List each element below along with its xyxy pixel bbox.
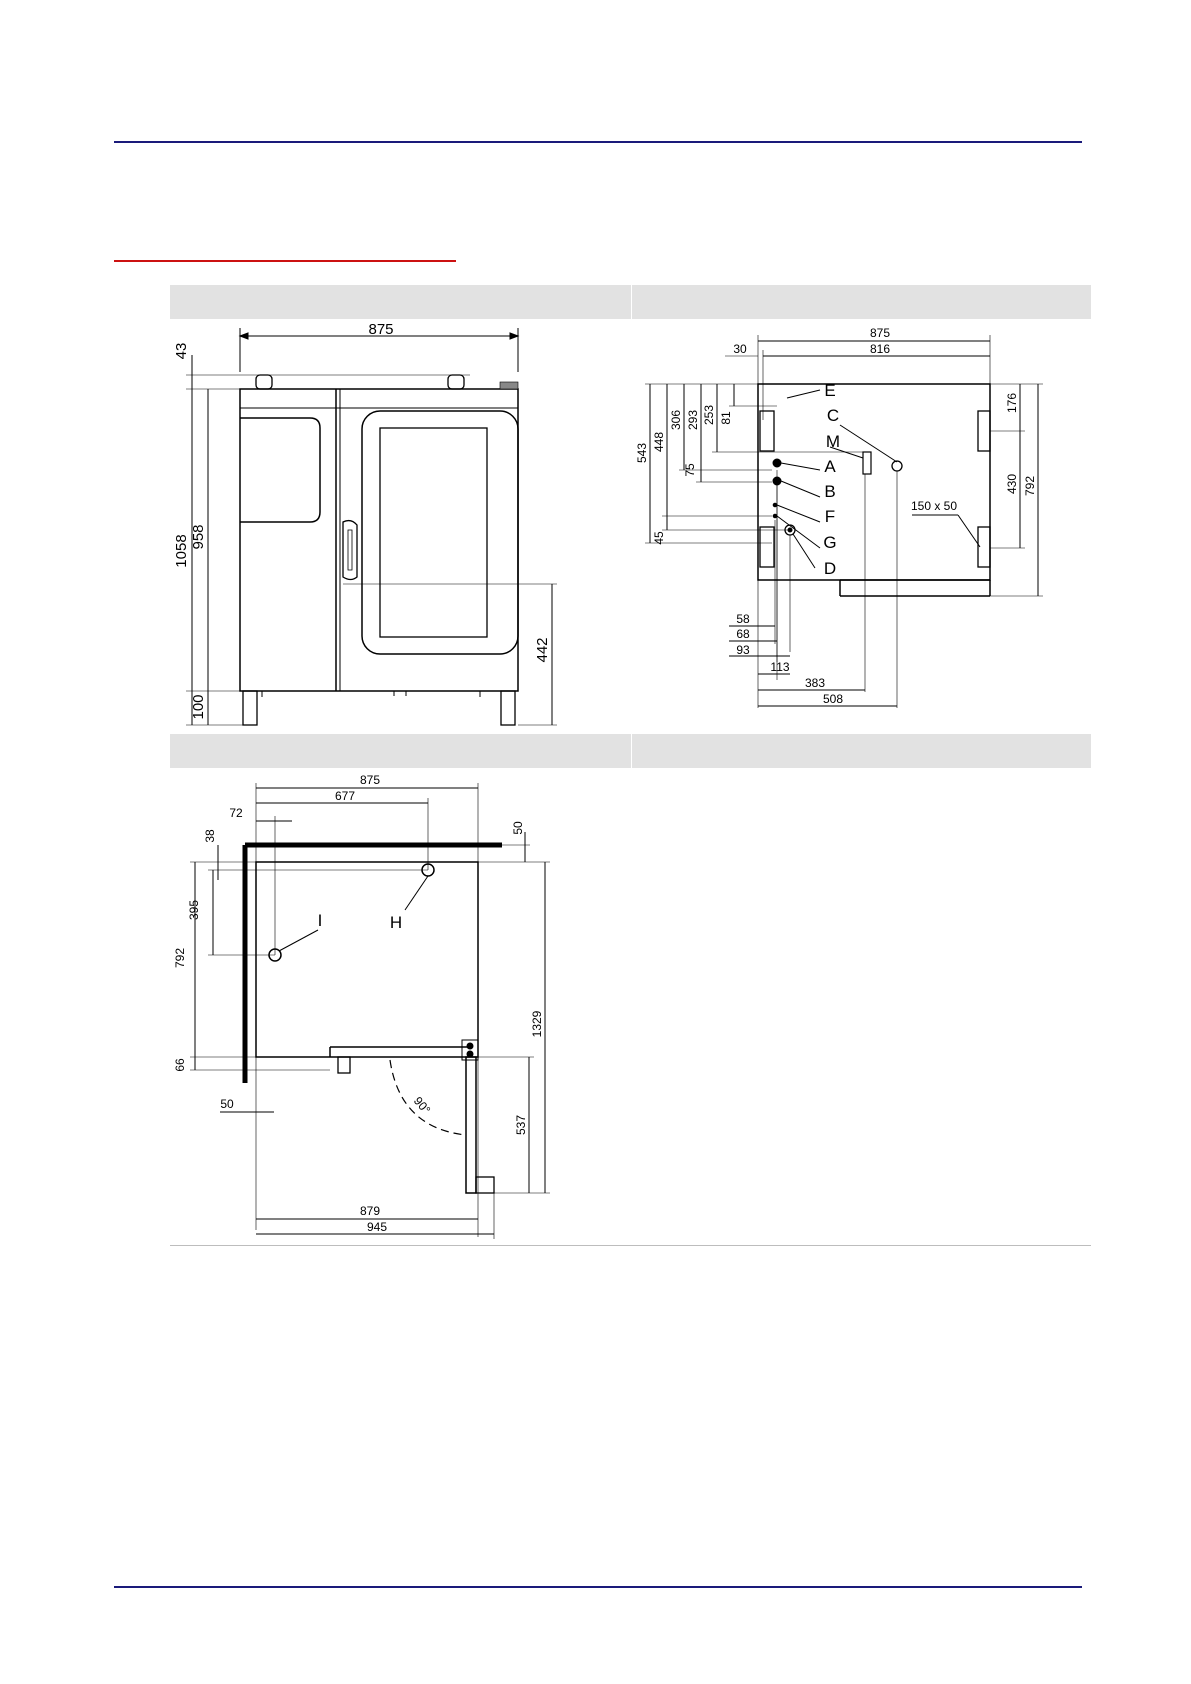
top-dim-50-top: 50 bbox=[511, 821, 525, 835]
conn-dim-543: 543 bbox=[635, 442, 649, 464]
conn-dim-75: 75 bbox=[683, 463, 697, 477]
conn-dim-293: 293 bbox=[686, 409, 700, 431]
conn-width-label: 875 bbox=[869, 326, 891, 340]
top-dim-395: 395 bbox=[187, 899, 201, 921]
top-angle-label: 90° bbox=[410, 1093, 434, 1117]
conn-dim-68: 68 bbox=[736, 627, 750, 641]
top-dim-50-left: 50 bbox=[220, 1097, 234, 1111]
conn-dim-81: 81 bbox=[719, 411, 733, 425]
top-dim-72: 72 bbox=[229, 806, 243, 820]
top-dim-792: 792 bbox=[173, 947, 187, 969]
conn-label-M: M bbox=[825, 432, 841, 451]
front-total-height-label: 1058 bbox=[173, 534, 190, 568]
conn-dim-58: 58 bbox=[736, 612, 750, 626]
front-leg-height-label: 100 bbox=[190, 694, 207, 720]
conn-label-B: B bbox=[824, 482, 836, 501]
conn-inner-width-label: 816 bbox=[869, 342, 891, 356]
front-top-offset-label: 43 bbox=[173, 342, 190, 360]
conn-label-E: E bbox=[824, 381, 836, 400]
front-body-height-label: 958 bbox=[190, 524, 207, 550]
footer-rule bbox=[114, 1586, 1082, 1588]
conn-dim-448: 448 bbox=[652, 431, 666, 453]
conn-dim-430: 430 bbox=[1005, 473, 1019, 495]
conn-label-D: D bbox=[823, 559, 837, 578]
conn-dim-45: 45 bbox=[652, 531, 666, 545]
conn-dim-176: 176 bbox=[1005, 392, 1019, 414]
content-bottom-rule bbox=[170, 1245, 1091, 1246]
conn-dim-93: 93 bbox=[736, 643, 750, 657]
conn-label-A: A bbox=[824, 457, 836, 476]
conn-dim-508: 508 bbox=[822, 692, 844, 706]
top-dim-537: 537 bbox=[514, 1114, 528, 1136]
top-dim-677: 677 bbox=[334, 789, 356, 803]
conn-dim-113: 113 bbox=[770, 660, 790, 674]
conn-dim-792: 792 bbox=[1023, 475, 1037, 497]
top-label-H: H bbox=[389, 913, 403, 932]
top-dim-879: 879 bbox=[359, 1204, 381, 1218]
top-width-label: 875 bbox=[359, 773, 381, 787]
top-dim-945: 945 bbox=[366, 1220, 388, 1234]
top-dim-66: 66 bbox=[173, 1058, 187, 1072]
conn-dim-253: 253 bbox=[702, 404, 716, 426]
conn-label-F: F bbox=[824, 507, 836, 526]
top-label-I: I bbox=[317, 911, 323, 930]
front-width-label: 875 bbox=[368, 321, 394, 338]
top-dim-38: 38 bbox=[203, 829, 217, 843]
conn-offset-30-label: 30 bbox=[733, 342, 747, 356]
conn-label-G: G bbox=[823, 533, 837, 552]
conn-label-C: C bbox=[826, 406, 840, 425]
conn-dim-306: 306 bbox=[669, 409, 683, 431]
conn-dim-383: 383 bbox=[804, 676, 826, 690]
conn-foot-size: 150 x 50 bbox=[910, 499, 958, 513]
front-handle-height-label: 442 bbox=[534, 637, 551, 663]
top-dim-1329: 1329 bbox=[530, 1010, 544, 1038]
